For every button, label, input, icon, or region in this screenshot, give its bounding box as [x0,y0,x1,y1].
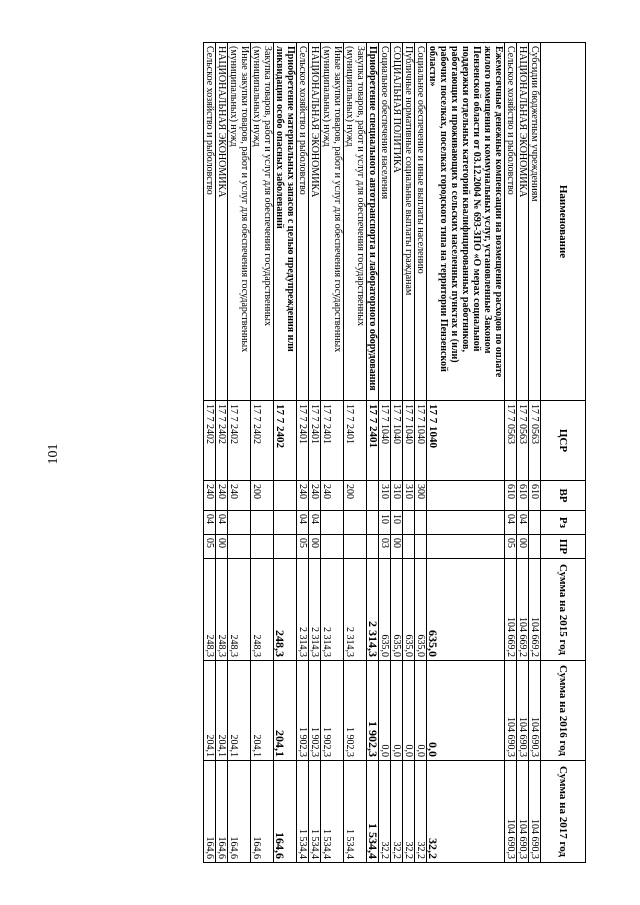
cell-csr: 17 7 2402 [228,401,251,481]
cell-rz [274,511,297,535]
table-row [216,43,228,863]
table-row [344,43,367,863]
cell-2017: 164,6 [274,761,297,863]
cell-name: Закупка товаров, работ и услуг для обеспечения государственных (муниципальных) нужд [251,43,274,401]
header-rz: Рз [541,511,586,535]
cell-2016: 104 690,3 [529,661,541,761]
cell-vr: 200 [344,481,367,511]
cell-2015: 635,0 [379,559,391,661]
cell-csr: 17 7 2401 [297,401,309,481]
table-row [505,43,517,863]
table-row [529,43,541,863]
cell-rz [415,511,427,535]
cell-pr [274,535,297,559]
cell-csr: 17 7 1040 [391,401,403,481]
cell-rz: 04 [297,511,309,535]
cell-name: Закупка товаров, работ и услуг для обеспечения государственных (муниципальных) нужд [344,43,367,401]
cell-name: Приобретение специального автотранспорта и лабораторного оборудования [367,43,379,401]
cell-2017: 32,2 [403,761,415,863]
cell-rz: 10 [379,511,391,535]
cell-vr: 610 [505,481,517,511]
cell-2015: 2 314,3 [297,559,309,661]
cell-2017: 164,6 [204,761,216,863]
cell-csr: 17 7 0563 [505,401,517,481]
cell-pr: 05 [204,535,216,559]
cell-csr: 17 7 0563 [529,401,541,481]
table-row [297,43,309,863]
cell-rz: 10 [391,511,403,535]
cell-2016: 204,1 [274,661,297,761]
cell-name: Сельское хозяйство и рыболовство [505,43,517,401]
cell-vr: 200 [251,481,274,511]
cell-2015: 635,0 [403,559,415,661]
cell-2015: 104 669,2 [517,559,529,661]
cell-2017: 32,2 [427,761,505,863]
table-row [427,43,505,863]
cell-csr: 17 7 2401 [344,401,367,481]
header-vr: ВР [541,481,586,511]
cell-2016: 104 690,3 [505,661,517,761]
cell-2016: 1 902,3 [344,661,367,761]
cell-rz [344,511,367,535]
cell-2016: 0,0 [427,661,505,761]
cell-2015: 2 314,3 [344,559,367,661]
table-row [309,43,321,863]
header-csr: ЦСР [541,401,586,481]
table-row [321,43,344,863]
table-row [391,43,403,863]
cell-name: Публичные нормативные социальные выплаты гражданам [403,43,415,401]
cell-pr: 00 [517,535,529,559]
cell-2017: 32,2 [415,761,427,863]
budget-table [203,42,586,863]
cell-2017: 164,6 [228,761,251,863]
cell-vr: 300 [415,481,427,511]
cell-2016: 0,0 [415,661,427,761]
cell-csr: 17 7 1040 [415,401,427,481]
cell-vr: 610 [517,481,529,511]
cell-csr: 17 7 2402 [216,401,228,481]
cell-rz: 04 [216,511,228,535]
cell-2015: 248,3 [216,559,228,661]
cell-rz: 04 [505,511,517,535]
cell-pr [367,535,379,559]
cell-2016: 204,1 [204,661,216,761]
cell-vr [274,481,297,511]
cell-vr [367,481,379,511]
cell-2017: 32,2 [379,761,391,863]
cell-name: Иные закупки товаров, работ и услуг для обеспечения государственных (муниципальных) нужд [228,43,251,401]
cell-csr: 17 7 2402 [204,401,216,481]
header-2016: Сумма на 2016 год [541,661,586,761]
header-pr: ПР [541,535,586,559]
cell-vr: 240 [228,481,251,511]
table-body [204,43,541,863]
cell-2016: 1 902,3 [309,661,321,761]
cell-2015: 248,3 [251,559,274,661]
cell-pr: 03 [379,535,391,559]
cell-pr [415,535,427,559]
cell-vr: 610 [529,481,541,511]
cell-2016: 104 690,3 [517,661,529,761]
cell-csr: 17 7 0563 [517,401,529,481]
table-row [367,43,379,863]
cell-vr: 310 [391,481,403,511]
cell-name: Ежемесячные денежные компенсации на возмещение расходов по оплате жилого помещения и коммунальных услуг, установленные Законом Пензенской области от 03.12.2004 № 693-ЗПО «О мерах социальной поддержки отдельных категорий квалифицированных работников, работающих и проживающих в сельских населенных пунктах и (или) рабочих поселках, поселках городского типа на территории Пензенской области» [427,43,505,401]
cell-2016: 204,1 [216,661,228,761]
cell-vr: 240 [309,481,321,511]
cell-rz [367,511,379,535]
table-row [379,43,391,863]
cell-2015: 248,3 [228,559,251,661]
cell-2015: 104 669,2 [505,559,517,661]
cell-pr [403,535,415,559]
header-row [541,43,586,863]
cell-vr [427,481,505,511]
table-row [415,43,427,863]
cell-csr: 17 7 1040 [403,401,415,481]
cell-2016: 204,1 [228,661,251,761]
cell-pr: 05 [505,535,517,559]
cell-2016: 1 902,3 [321,661,344,761]
table-row [403,43,415,863]
cell-2017: 164,6 [251,761,274,863]
cell-2016: 1 902,3 [367,661,379,761]
cell-pr [228,535,251,559]
table-row [274,43,297,863]
cell-2015: 635,0 [391,559,403,661]
cell-2015: 2 314,3 [367,559,379,661]
cell-csr: 17 7 2401 [367,401,379,481]
cell-pr [529,535,541,559]
cell-2016: 0,0 [391,661,403,761]
cell-pr [427,535,505,559]
cell-vr: 240 [204,481,216,511]
cell-name: Социальное обеспечение и иные выплаты населению [415,43,427,401]
table-row [228,43,251,863]
cell-csr: 17 7 1040 [427,401,505,481]
cell-2016: 0,0 [403,661,415,761]
page-number: 101 [46,443,61,465]
cell-vr: 310 [403,481,415,511]
cell-name: НАЦИОНАЛЬНАЯ ЭКОНОМИКА [216,43,228,401]
cell-name: Иные закупки товаров, работ и услуг для обеспечения государственных (муниципальных) нужд [321,43,344,401]
cell-2017: 104 690,3 [529,761,541,863]
cell-2017: 1 534,4 [297,761,309,863]
header-name: Наименование [541,43,586,401]
cell-2015: 248,3 [274,559,297,661]
cell-pr: 00 [309,535,321,559]
cell-2016: 204,1 [251,661,274,761]
cell-2017: 32,2 [391,761,403,863]
cell-name: Сельское хозяйство и рыболовство [297,43,309,401]
cell-pr: 00 [216,535,228,559]
cell-rz [321,511,344,535]
cell-name: Социальное обеспечение населения [379,43,391,401]
cell-pr [251,535,274,559]
cell-2017: 1 534,4 [367,761,379,863]
cell-vr: 240 [321,481,344,511]
rotated-page [46,42,586,862]
cell-rz [251,511,274,535]
table-row [204,43,216,863]
cell-csr: 17 7 2401 [309,401,321,481]
cell-rz: 04 [517,511,529,535]
cell-csr: 17 7 1040 [379,401,391,481]
cell-name: НАЦИОНАЛЬНАЯ ЭКОНОМИКА [309,43,321,401]
cell-rz [228,511,251,535]
cell-vr: 240 [297,481,309,511]
header-2015: Сумма на 2015 год [541,559,586,661]
cell-2017: 1 534,4 [344,761,367,863]
cell-2017: 104 690,3 [505,761,517,863]
cell-2016: 1 902,3 [297,661,309,761]
cell-rz [427,511,505,535]
cell-2017: 164,6 [216,761,228,863]
cell-2017: 1 534,4 [309,761,321,863]
cell-2017: 1 534,4 [321,761,344,863]
cell-vr: 240 [216,481,228,511]
cell-name: Сельское хозяйство и рыболовство [204,43,216,401]
cell-pr: 05 [297,535,309,559]
cell-csr: 17 7 2401 [321,401,344,481]
cell-2015: 2 314,3 [309,559,321,661]
cell-2015: 635,0 [427,559,505,661]
cell-csr: 17 7 2402 [274,401,297,481]
cell-rz [403,511,415,535]
cell-pr [321,535,344,559]
cell-2015: 635,0 [415,559,427,661]
cell-2015: 104 669,2 [529,559,541,661]
cell-rz: 04 [204,511,216,535]
table-row [251,43,274,863]
cell-name: Приобретение материальных запасов с целью предупреждения или ликвидации особо опасных заболеваний [274,43,297,401]
cell-name: НАЦИОНАЛЬНАЯ ЭКОНОМИКА [517,43,529,401]
cell-2015: 248,3 [204,559,216,661]
cell-csr: 17 7 2402 [251,401,274,481]
cell-rz: 04 [309,511,321,535]
cell-2016: 0,0 [379,661,391,761]
table-row [517,43,529,863]
cell-name: Субсидии бюджетным учреждениям [529,43,541,401]
cell-rz [529,511,541,535]
cell-vr: 310 [379,481,391,511]
cell-2017: 104 690,3 [517,761,529,863]
cell-pr [344,535,367,559]
cell-name: СОЦИАЛЬНАЯ ПОЛИТИКА [391,43,403,401]
cell-pr: 00 [391,535,403,559]
cell-2015: 2 314,3 [321,559,344,661]
header-2017: Сумма на 2017 год [541,761,586,863]
